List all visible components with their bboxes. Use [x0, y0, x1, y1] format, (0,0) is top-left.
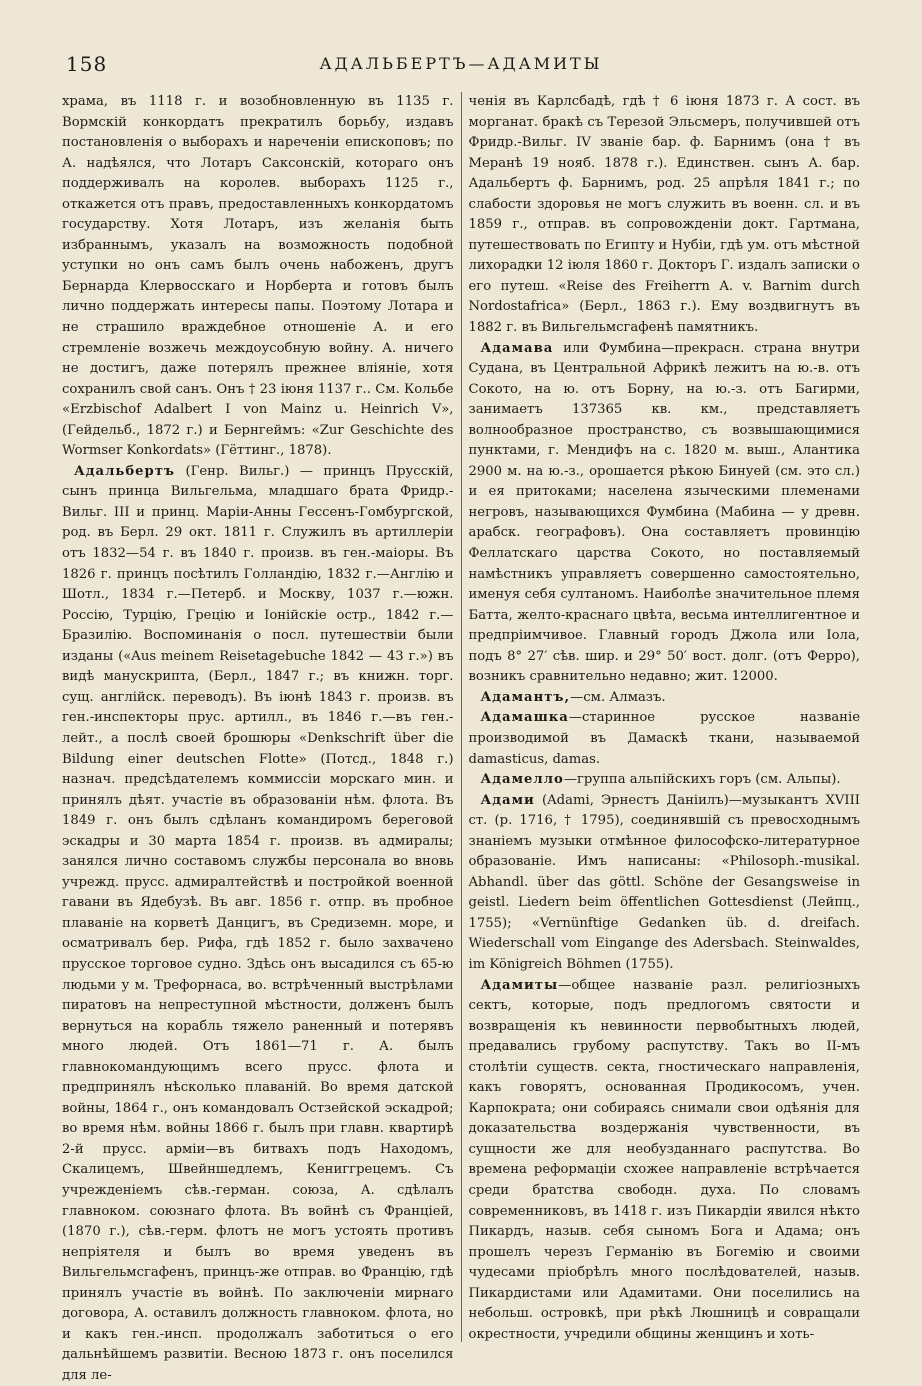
entry-adami: [469, 791, 861, 976]
headword: Адамиты: [480, 977, 559, 993]
headword: Адальбертъ: [74, 463, 176, 479]
headword: Адамава: [480, 340, 554, 356]
running-head: АДАЛЬБЕРТЪ—АДАМИТЫ: [319, 54, 603, 73]
page-number: 158: [66, 52, 108, 76]
paragraph-text: храма, въ 1118 г. и возобновленную въ 1135 г. Вормскій конкордатъ прекратилъ борьбу, издавъ постановленія о выборахъ и нареченіи епископовъ; по А. надѣялся, что Лотаръ Саксонскій, котораго онъ поддерживалъ на королев. выборахъ 1125 г., откажется отъ правъ, предоставленныхъ конкордатомъ государству. Хотя Лотаръ, изъ желанія быть избраннымъ, указалъ на возможность подобной уступки но онъ самъ былъ очень набоженъ, другъ Бернарда Клервосскаго и Норберта и готовъ былъ лично поддержать интересы папы. Поэтому Лотара и не страшило враждебное отношеніе А. и его стремленіе возжечь междоусобную войну. А. ничего не достигъ, даже потерялъ прежнее вліяніе, хотя сохранилъ свой санъ. Онъ † 23 іюня 1137 г.. См. Кольбе «Erzbischof Adalbert I von Mainz u. Heinrich V», (Гейдельб., 1872 г.) и Бернгеймъ: «Zur Geschichte des Wormser Konkordats» (Гёттинг., 1878).: [62, 94, 454, 459]
entry-text: —см. Алмазъ.: [570, 689, 666, 705]
entry-adamity: [469, 976, 861, 1346]
headword: Адамелло: [480, 772, 564, 788]
entry-adamello: [469, 770, 861, 791]
entry-adamava: [469, 339, 861, 688]
headword: Адамашка: [480, 710, 569, 726]
page-header: [60, 44, 862, 84]
right-column: [462, 92, 861, 1342]
paragraph-continuation: [62, 92, 454, 462]
entry-text: (Генр. Вильг.) — принцъ Прусскій, сынъ принца Вильгельма, младшаго брата Фридр.-Вильг. III и принц. Маріи-Анны Гессенъ-Гомбургской, род. въ Берл. 29 окт. 1811 г. Служилъ въ артиллеріи отъ 1832—54 г. въ 1840 г. произв. въ ген.-маіоры. Въ 1826 г. принцъ посѣтилъ Голландію, 1832 г.—Англію и Шотл., 1834 г.—Петерб. и Москву, 1037 г.—южн. Россію, Турцію, Грецію и Іонійскіе остр., 1842 г.—Бразилію. Воспоминанія о посл. путешествіи были изданы («Aus meinem Reisetagebuche 1842 — 43 г.») въ видѣ манускрипта, (Берл., 1847 г.; въ книжн. торг. сущ. англійск. переводъ). Въ іюнѣ 1843 г. произв. въ ген.-инспекторы прус. артилл., въ 1846 г.—въ ген.-лейт., а послѣ своей брошюры «Denkschrift über die Bildung einer deutschen Flotte» (Потсд., 1848 г.) назнач. предсѣдателемъ коммиссіи морскаго мин. и принялъ дѣят. участіе въ образованіи нѣм. флота. Въ 1849 г. онъ былъ сдѣланъ командиромъ береговой эскадры и 30 марта 1854 г. произв. въ адмиралы; занялся лично составомъ службы персонала во вновь учрежд. прусс. адмиралтействѣ и постройкой военной гавани въ Ядебузѣ. Въ авг. 1856 г. отпр. въ пробное плаваніе на корветѣ Данцигъ, въ Средиземн. море, и осматривалъ бер. Рифа, гдѣ 1852 г. было захвачено прусское торговое судно. Здѣсь онъ высадился съ 65-ю людьми у м. Трефорнаса, во. встрѣченный выстрѣлами пиратовъ на непреступной мѣстности, долженъ былъ вернуться на корабль тяжело раненный и потерявъ много людей. Отъ 1861—71 г. А. былъ главнокомандующимъ всего прусс. флота и предпринялъ нѣсколько плаваній. Во время датской войны, 1864 г., онъ командовалъ Остзейской эскадрой; во время нѣм. войны 1866 г. былъ при главн. квартирѣ 2-й прусс. арміи—въ битвахъ подъ Находомъ, Скалицемъ, Швейншедлемъ, Кениггрецемъ. Съ учрежденіемъ сѣв.-герман. союза, А. сдѣлалъ главноком. союзнаго флота. Въ войнѣ съ Франціей, (1870 г.), сѣв.-герм. флотъ не могъ устоять противъ непріятеля и былъ во время уведенъ въ Вильгельмсгафенъ, принцъ-же отправ. во Францію, гдѣ принялъ участіе въ войнѣ. По заключеніи мирнаго договора, А. оставилъ должность главноком. флота, но и какъ ген.-инсп. продолжалъ заботиться о его дальнѣйшемъ развитіи. Весною 1873 г. онъ поселился для ле-: [62, 463, 454, 1383]
paragraph-text: ченія въ Карлсбадѣ, гдѣ † 6 іюня 1873 г. А сост. въ морганат. бракѣ съ Терезой Эльсмеръ, получившей отъ Фридр.-Вильг. IV званіе бар. ф. Барнимъ (она † въ Меранѣ 19 нояб. 1878 г.). Единствен. сынъ А. бар. Адальбертъ ф. Барнимъ, род. 25 апрѣля 1841 г.; по слабости здоровья не могъ служить въ военн. сл. и въ 1859 г., отправ. въ сопровожденіи докт. Гартмана, путешествовать по Египту и Нубіи, гдѣ ум. отъ мѣстной лихорадки 12 іюля 1860 г. Докторъ Г. издалъ записки о его путеш. «Reise des Freiherrn A. v. Barnim durch Nordostafrica» (Берл., 1863 г.). Ему воздвигнутъ въ 1882 г. въ Вильгельмсгафенѣ памятникъ.: [468, 94, 860, 336]
entry-adalbert: [62, 462, 454, 1386]
entry-text: или Фумбина—прекрасн. страна внутри Судана, въ Центральной Африкѣ лежитъ на ю.-в. отъ Сокото, на ю. отъ Борну, на ю.-з. отъ Багирми, занимаетъ 137365 кв. км., представляетъ волнообразное пространство, съ возвышающимися пунктами, г. Мендифъ на с. 1820 м. выш., Алантика 2900 м. на ю.-з., орошается рѣкою Бинуей (см. это сл.) и ея притоками; населена языческими племенами негровъ, называющихся Фумбина (Мабина — у древн. арабск. географовъ). Она составляетъ провинцію Феллатскаго царства Сокото, но поставляемый намѣстникъ управляетъ совершенно самостоятельно, именуя себя султаномъ. Наиболѣе значительное племя Батта, желто-краснаго цвѣта, весьма интеллигентное и предпріимчивое. Главный городъ Джола или Іола, подъ 8° 27′ сѣв. шир. и 29° 50′ вост. долг. (отъ Ферро), возникъ сравнительно недавно; жит. 12000.: [468, 340, 860, 685]
entry-text: —группа альпійскихъ горъ (см. Альпы).: [563, 772, 841, 788]
headword: Адами: [480, 792, 535, 808]
text-columns: [62, 92, 860, 1383]
headword: Адамантъ,: [480, 689, 571, 705]
left-column: [62, 92, 462, 1383]
paragraph-continuation: [469, 92, 861, 339]
entry-text: (Adami, Эрнестъ Даніилъ)—музыкантъ XVIII ст. (р. 1716, † 1795), соединявшій съ превосходнымъ знаніемъ музыки отмѣнное философско-литературное образованіе. Имъ написаны: «Philosoph.-musikal. Abhandl. über das göttl. Schöne der Gesangsweise in geistl. Liedern beim öffentlichen Gottesdienst (Лейпц., 1755); «Vernünftige Gedanken üb. d. dreifach. Wiederschall vom Eingange des Adersbach. Steinwaldes, im Königreich Böhmen (1755).: [468, 792, 860, 972]
entry-adamant: [469, 688, 861, 709]
entry-text: —старинное русское названіе производимой въ Дамаскѣ ткани, называемой damasticus, damas.: [468, 710, 860, 767]
entry-adamashka: [469, 708, 861, 770]
entry-text: —общее названіе разл. религіозныхъ сектъ, которые, подъ предлогомъ святости и возвращенія къ невинности первобытныхъ людей, предавались грубому распутству. Такъ во II-мъ столѣтіи существ. секта, гностическаго направленія, какъ говорятъ, основанная Продикосомъ, учен. Карпократа; они собираясь снимали свои одѣянія для доказательства воздержанія чувственности, въ сущности же для необузданнаго распутства. Во времена реформаціи схожее направленіе встрѣчается среди братства свободн. духа. По словамъ современниковъ, въ 1418 г. изъ Пикардіи явился нѣкто Пикардъ, назыв. себя сыномъ Бога и Адама; онъ прошелъ черезъ Германію въ Богемію и своими чудесами пріобрѣлъ много послѣдователей, назыв. Пикардистами или Адамитами. Они поселились на небольш. островкѣ, при рѣкѣ Люшницѣ и совращали окрестности, учредили общины женщинъ и хоть-: [468, 977, 860, 1342]
